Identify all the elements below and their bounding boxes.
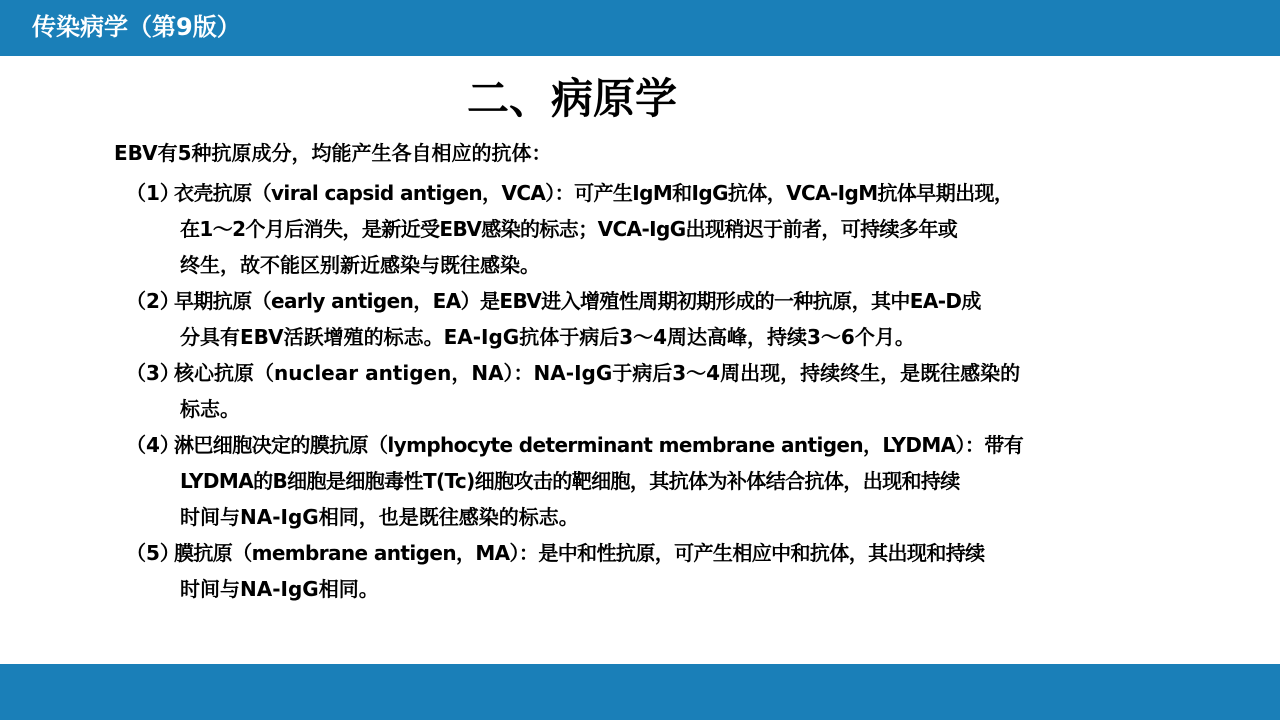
item-text-line: 核心抗原（nuclear antigen，NA）：NA-IgG于病后3～4周出现，持续终生，是既往感染的 <box>174 361 1021 385</box>
item-text-line: 分具有EBV活跃增殖的标志。EA-IgG抗体于病后3～4周达高峰，持续3～6个月。 <box>180 325 915 349</box>
item-text-line: 时间与NA-IgG相同，也是既往感染的标志。 <box>180 505 579 529</box>
list-item <box>126 427 1166 535</box>
list-item <box>126 283 1166 355</box>
item-text-line: 衣壳抗原（viral capsid antigen，VCA）：可产生IgM和IgG抗体，VCA-IgM抗体早期出现， <box>174 181 1014 205</box>
item-number: （2） <box>126 289 180 313</box>
header-bar <box>0 0 1280 56</box>
item-text-line: 早期抗原（early antigen，EA）是EBV进入增殖性周期初期形成的一种抗原，其中EA-D成 <box>174 289 981 313</box>
list-item <box>126 175 1166 283</box>
footer-bar <box>0 664 1280 720</box>
item-text-line: 时间与NA-IgG相同。 <box>180 577 379 601</box>
item-text-line: 终生，故不能区别新近感染与既往感染。 <box>180 253 540 277</box>
item-text-line: LYDMA的B细胞是细胞毒性T(Tc)细胞攻击的靶细胞，其抗体为补体结合抗体，出现和持续 <box>180 469 960 493</box>
list-item <box>126 535 1166 607</box>
item-text-line: 膜抗原（membrane antigen，MA）：是中和性抗原，可产生相应中和抗体，其出现和持续 <box>174 541 985 565</box>
item-number: （4） <box>126 433 180 457</box>
list-item <box>126 355 1166 427</box>
intro-text: EBV有5种抗原成分，均能产生各自相应的抗体： <box>114 141 552 165</box>
item-number: （1） <box>126 181 180 205</box>
item-number: （5） <box>126 541 180 565</box>
course-title: 传染病学（第9版） <box>32 13 241 41</box>
item-number: （3） <box>126 361 180 385</box>
page-title: 二、病原学 <box>466 74 677 123</box>
item-text-line: 标志。 <box>180 397 240 421</box>
item-text-line: 淋巴细胞决定的膜抗原（lymphocyte determinant membrane antigen，LYDMA）：带有 <box>174 433 1024 457</box>
antigen-list <box>126 175 1166 607</box>
item-text-line: 在1～2个月后消失，是新近受EBV感染的标志；VCA-IgG出现稍迟于前者，可持续多年或 <box>180 217 958 241</box>
